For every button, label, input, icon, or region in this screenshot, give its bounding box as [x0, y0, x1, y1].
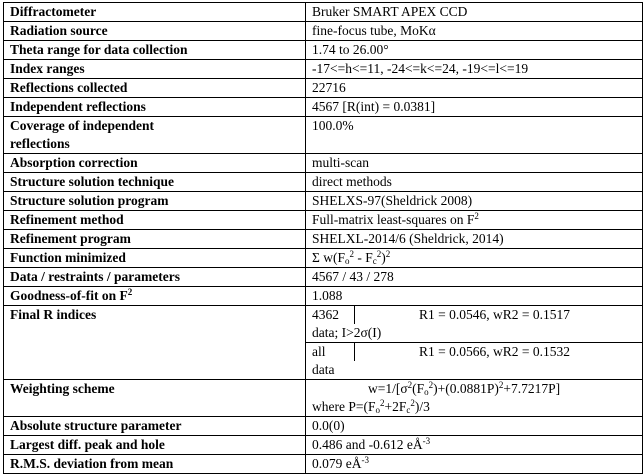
table-row: [4, 22, 643, 41]
row-label: Refinement method: [4, 211, 306, 230]
row-value: 1.088: [306, 287, 643, 306]
row-label: Weighting scheme: [4, 380, 306, 417]
weight-line-2: where $P=(F_o^2+2F_c^2)/3$: [312, 398, 430, 415]
row-label: R.M.S. deviation from mean: [4, 455, 306, 474]
r-desc: data; I>2σ(I): [312, 325, 382, 340]
r-count: 4362: [306, 306, 355, 324]
row-label: Data / restraints / parameters: [4, 268, 306, 287]
table-row: [4, 230, 643, 249]
row-label: Absolute structure parameter: [4, 417, 306, 436]
row-value: 22716: [306, 79, 643, 98]
r-value: R1 = 0.0566, wR2 = 0.1532: [419, 344, 570, 359]
row-value: Full-matrix least-squares on $F^2$: [306, 211, 643, 230]
table-row: [4, 79, 643, 98]
row-value: Bruker SMART APEX CCD: [306, 3, 643, 22]
table-row: [4, 249, 643, 268]
row-label: Coverage of independent reflections: [4, 117, 306, 154]
row-label: Diffractometer: [4, 3, 306, 22]
row-value: 0.079 $eÅ^{-3}$: [306, 455, 643, 474]
r-desc: data: [312, 362, 335, 377]
row-value: 1.74 to 26.00°: [306, 41, 643, 60]
table-row: [4, 154, 643, 173]
final-r-cell-2: [306, 343, 643, 380]
row-value: direct methods: [306, 173, 643, 192]
table-row: [4, 268, 643, 287]
row-value: 4567 / 43 / 278: [306, 268, 643, 287]
row-value: -17<=h<=11, -24<=k<=24, -19<=l<=19: [306, 60, 643, 79]
weight-line-1: $w=1/[\sigma^2(F_o^2)+(0.0881P)^2+7.7217P]$: [368, 380, 561, 397]
table-row: [4, 306, 643, 343]
row-value: multi-scan: [306, 154, 643, 173]
row-value: SHELXS-97(Sheldrick 2008): [306, 192, 643, 211]
row-label: Reflections collected: [4, 79, 306, 98]
row-value: 0.486 and -0.612 $eÅ^{-3}$: [306, 436, 643, 455]
row-label: Structure solution technique: [4, 173, 306, 192]
table-row: [4, 211, 643, 230]
row-label: Final R indices: [4, 306, 306, 380]
table-row: [4, 41, 643, 60]
table-row: [4, 192, 643, 211]
final-r-cell-1: [306, 306, 643, 343]
r-count: all: [306, 343, 355, 361]
row-value: [306, 380, 643, 417]
r-value: R1 = 0.0546, wR2 = 0.1517: [419, 307, 570, 322]
row-value: 4567 [R(int) = 0.0381]: [306, 98, 643, 117]
row-label: Absorption correction: [4, 154, 306, 173]
table-row: [4, 436, 643, 455]
table-row: [4, 98, 643, 117]
table-row: [4, 287, 643, 306]
table-row: [4, 455, 643, 474]
row-label: Theta range for data collection: [4, 41, 306, 60]
row-label: Structure solution program: [4, 192, 306, 211]
row-value: fine-focus tube, MoKα: [306, 22, 643, 41]
row-label: Function minimized: [4, 249, 306, 268]
crystal-data-table: [3, 2, 643, 474]
row-label: Independent reflections: [4, 98, 306, 117]
row-value: 100.0%: [306, 117, 643, 154]
table-row: [4, 3, 643, 22]
table-row: [4, 417, 643, 436]
row-label: Refinement program: [4, 230, 306, 249]
row-value: 0.0(0): [306, 417, 643, 436]
row-label: Radiation source: [4, 22, 306, 41]
table-row: [4, 380, 643, 417]
row-label: Goodness-of-fit on $F^2$: [4, 287, 306, 306]
row-value: SHELXL-2014/6 (Sheldrick, 2014): [306, 230, 643, 249]
row-label: Largest diff. peak and hole: [4, 436, 306, 455]
row-label: Index ranges: [4, 60, 306, 79]
table-row: [4, 60, 643, 79]
table-row: [4, 173, 643, 192]
table-row: [4, 117, 643, 154]
row-value: Σ $w(F_o^2 - F_c^2)^2$: [306, 249, 643, 268]
